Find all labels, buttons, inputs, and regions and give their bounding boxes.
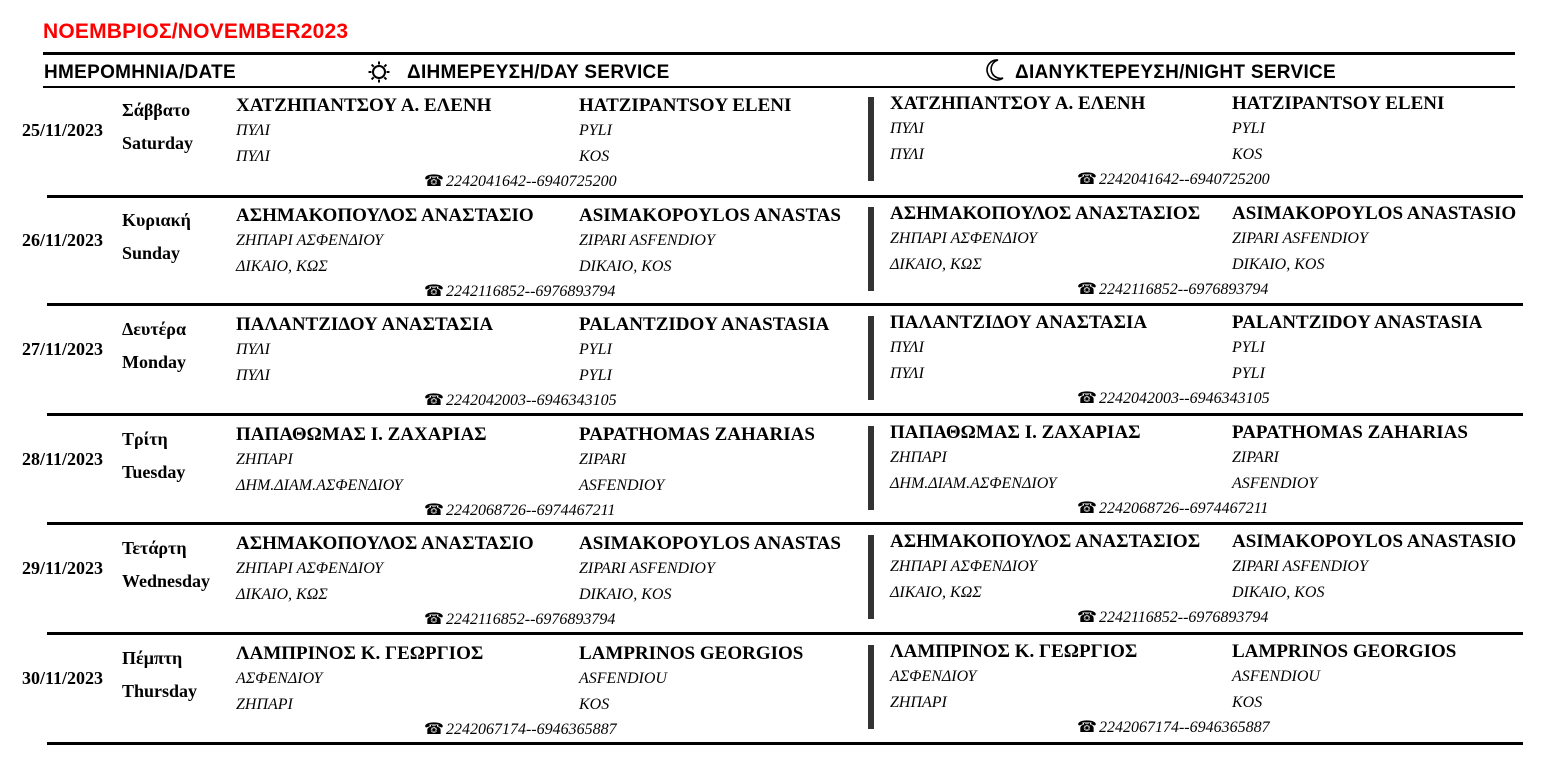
night-pharmacist-name-gr: ΠΑΠΑΘΩΜΑΣ Ι. ΖΑΧΑΡΙΑΣ [890,422,1141,443]
phone-icon: ☎ [424,392,444,409]
night-address-line2-en: DIKAIO, KOS [1232,256,1325,273]
day-phone-number: 2242067174--6946365887 [445,721,617,738]
night-address-line1-gr: ΖΗΠΑΡΙ [890,449,947,466]
schedule-row [0,533,1548,643]
row-date: 28/11/2023 [22,449,104,469]
night-pharmacist-name-gr: ΠΑΛΑΝΤΖΙΔΟΥ ΑΝΑΣΤΑΣΙΑ [890,312,1148,333]
day-address-line1-en: ZIPARI [579,451,626,468]
night-phone-number: 2242116852--6976893794 [1098,609,1269,626]
night-pharmacist-name-en: ASIMAKOPOYLOS ANASTASIO [1232,531,1517,552]
phone-icon: ☎ [1077,500,1097,517]
row-divider [47,195,1523,198]
night-address-line2-gr: ΖΗΠΑΡΙ [890,694,947,711]
row-weekday-gr: Πέμπτη [122,648,183,668]
row-weekday-gr: Τρίτη [122,429,168,449]
phone-icon: ☎ [424,502,444,519]
row-weekday-en: Saturday [122,133,194,153]
day-phone [424,500,615,520]
row-date: 29/11/2023 [22,558,104,578]
day-address-line2-gr: ΠΥΛΙ [236,148,270,165]
row-weekday-en: Thursday [122,681,198,701]
day-pharmacist-name-en: PAPATHOMAS ZAHARIAS [579,424,815,445]
night-phone [1077,388,1270,408]
page-title: ΝΟΕΜΒΡΙΟΣ/NOVEMBER2023 [43,20,349,43]
night-address-line1-gr: ΠΥΛΙ [890,339,924,356]
day-address-line2-en: KOS [579,148,610,165]
day-phone-number: 2242116852--6976893794 [445,283,616,300]
day-address-line1-gr: ΠΥΛΙ [236,122,270,139]
header-top-rule [43,52,1515,55]
night-address-line2-en: PYLI [1232,365,1265,382]
night-phone [1077,607,1268,627]
phone-icon: ☎ [424,611,444,628]
day-phone [424,281,615,301]
day-phone [424,719,617,739]
day-phone [424,390,617,410]
day-address-line2-en: DIKAIO, KOS [579,586,672,603]
night-phone [1077,279,1268,299]
header-day-service: ΔΙΗΜΕΡΕΥΣΗ/DAY SERVICE [407,62,670,83]
row-divider [47,413,1523,416]
row-date: 27/11/2023 [22,339,104,359]
night-address-line2-gr: ΠΥΛΙ [890,365,924,382]
night-address-line2-gr: ΔΙΚΑΙΟ, ΚΩΣ [890,584,982,601]
day-pharmacist-name-gr: ΑΣΗΜΑΚΟΠΟΥΛΟΣ ΑΝΑΣΤΑΣΙΟ [236,533,534,554]
column-separator [868,645,874,729]
night-phone-number: 2242067174--6946365887 [1098,719,1270,736]
day-address-line1-gr: ΖΗΠΑΡΙ ΑΣΦΕΝΔΙΟΥ [236,560,384,577]
night-phone-number: 2242041642--6940725200 [1098,171,1270,188]
night-pharmacist-name-gr: ΑΣΗΜΑΚΟΠΟΥΛΟΣ ΑΝΑΣΤΑΣΙΟΣ [890,203,1201,224]
day-pharmacist-name-en: PALANTZIDOY ANASTASIA [579,314,830,335]
night-address-line2-en: KOS [1232,694,1263,711]
phone-icon: ☎ [1077,390,1097,407]
row-divider [47,522,1523,525]
phone-icon: ☎ [424,721,444,738]
phone-icon: ☎ [1077,281,1097,298]
column-separator [868,535,874,619]
night-phone [1077,169,1270,189]
night-address-line1-en: ASFENDIOU [1232,668,1320,685]
day-pharmacist-name-gr: ΛΑΜΠΡΙΝΟΣ Κ. ΓΕΩΡΓΙΟΣ [236,643,484,664]
row-weekday-en: Sunday [122,243,181,263]
day-address-line1-gr: ΠΥΛΙ [236,341,270,358]
row-weekday-en: Wednesday [122,571,211,591]
night-address-line1-en: PYLI [1232,339,1265,356]
row-weekday-en: Monday [122,352,187,372]
day-address-line2-en: KOS [579,696,610,713]
header-bottom-rule [43,86,1515,88]
day-pharmacist-name-gr: ΑΣΗΜΑΚΟΠΟΥΛΟΣ ΑΝΑΣΤΑΣΙΟ [236,205,534,226]
phone-icon: ☎ [1077,609,1097,626]
night-phone [1077,717,1270,737]
schedule-row [0,95,1548,205]
day-pharmacist-name-gr: ΠΑΠΑΘΩΜΑΣ Ι. ΖΑΧΑΡΙΑΣ [236,424,487,445]
night-address-line1-gr: ΠΥΛΙ [890,120,924,137]
row-date: 25/11/2023 [22,120,104,140]
row-weekday-en: Tuesday [122,462,186,482]
column-separator [868,97,874,181]
moon-icon [984,58,1006,82]
night-phone-number: 2242042003--6946343105 [1098,390,1270,407]
row-weekday-gr: Δευτέρα [122,319,186,339]
night-phone-number: 2242068726--6974467211 [1098,500,1269,517]
column-separator [868,426,874,510]
night-address-line1-en: ZIPARI ASFENDIOY [1232,230,1368,247]
night-pharmacist-name-gr: ΑΣΗΜΑΚΟΠΟΥΛΟΣ ΑΝΑΣΤΑΣΙΟΣ [890,531,1201,552]
night-address-line2-en: ASFENDIOY [1232,475,1318,492]
day-phone [424,171,617,191]
sun-icon [368,61,390,83]
night-pharmacist-name-en: LAMPRINOS GEORGIOS [1232,641,1457,662]
row-weekday-gr: Τετάρτη [122,538,187,558]
header-date: ΗΜΕΡΟΜΗΝΙΑ/DATE [44,62,237,83]
night-address-line1-gr: ΑΣΦΕΝΔΙΟΥ [890,668,977,685]
day-address-line2-en: ASFENDIOY [579,477,665,494]
day-address-line2-gr: ΔΙΚΑΙΟ, ΚΩΣ [236,586,328,603]
schedule-row [0,314,1548,424]
night-address-line2-gr: ΠΥΛΙ [890,146,924,163]
day-pharmacist-name-gr: ΠΑΛΑΝΤΖΙΔΟΥ ΑΝΑΣΤΑΣΙΑ [236,314,494,335]
day-pharmacist-name-en: ASIMAKOPOYLOS ANASTAS [579,533,842,554]
night-pharmacist-name-gr: ΧΑΤΖΗΠΑΝΤΣΟΥ Α. ΕΛΕΝΗ [890,93,1146,114]
row-divider [47,742,1523,745]
day-pharmacist-name-en: ASIMAKOPOYLOS ANASTAS [579,205,842,226]
day-phone-number: 2242041642--6940725200 [445,173,617,190]
night-pharmacist-name-en: ASIMAKOPOYLOS ANASTASIO [1232,203,1517,224]
header-night-service: ΔΙΑΝΥΚΤΕΡΕΥΣΗ/NIGHT SERVICE [1015,62,1337,83]
day-address-line1-gr: ΖΗΠΑΡΙ ΑΣΦΕΝΔΙΟΥ [236,232,384,249]
phone-icon: ☎ [424,283,444,300]
night-pharmacist-name-en: HATZIPANTSOY ELENI [1232,93,1445,114]
night-phone [1077,498,1268,518]
row-divider [47,632,1523,635]
schedule-row [0,205,1548,315]
night-address-line1-en: ZIPARI ASFENDIOY [1232,558,1368,575]
day-address-line2-en: PYLI [579,367,612,384]
night-pharmacist-name-gr: ΛΑΜΠΡΙΝΟΣ Κ. ΓΕΩΡΓΙΟΣ [890,641,1138,662]
day-address-line2-en: DIKAIO, KOS [579,258,672,275]
row-date: 30/11/2023 [22,668,104,688]
day-phone-number: 2242042003--6946343105 [445,392,617,409]
phone-icon: ☎ [1077,719,1097,736]
night-pharmacist-name-en: PALANTZIDOY ANASTASIA [1232,312,1483,333]
day-address-line1-en: PYLI [579,122,612,139]
column-separator [868,316,874,400]
phone-icon: ☎ [1077,171,1097,188]
row-date: 26/11/2023 [22,230,104,250]
day-address-line1-en: ASFENDIOU [579,670,667,687]
column-separator [868,207,874,291]
day-address-line2-gr: ΔΗΜ.ΔΙΑΜ.ΑΣΦΕΝΔΙΟΥ [236,477,403,494]
schedule-row [0,424,1548,534]
day-address-line2-gr: ΖΗΠΑΡΙ [236,696,293,713]
night-address-line2-gr: ΔΙΚΑΙΟ, ΚΩΣ [890,256,982,273]
night-address-line1-en: ZIPARI [1232,449,1279,466]
day-address-line1-en: ZIPARI ASFENDIOY [579,560,715,577]
night-address-line2-gr: ΔΗΜ.ΔΙΑΜ.ΑΣΦΕΝΔΙΟΥ [890,475,1057,492]
day-address-line1-en: ZIPARI ASFENDIOY [579,232,715,249]
row-divider [47,303,1523,306]
row-weekday-gr: Κυριακή [122,210,191,230]
day-address-line2-gr: ΠΥΛΙ [236,367,270,384]
night-address-line1-gr: ΖΗΠΑΡΙ ΑΣΦΕΝΔΙΟΥ [890,230,1038,247]
day-phone [424,609,615,629]
night-address-line2-en: DIKAIO, KOS [1232,584,1325,601]
night-address-line1-en: PYLI [1232,120,1265,137]
day-address-line2-gr: ΔΙΚΑΙΟ, ΚΩΣ [236,258,328,275]
night-address-line1-gr: ΖΗΠΑΡΙ ΑΣΦΕΝΔΙΟΥ [890,558,1038,575]
day-phone-number: 2242068726--6974467211 [445,502,616,519]
day-pharmacist-name-gr: ΧΑΤΖΗΠΑΝΤΣΟΥ Α. ΕΛΕΝΗ [236,95,492,116]
day-address-line1-gr: ΑΣΦΕΝΔΙΟΥ [236,670,323,687]
night-pharmacist-name-en: PAPATHOMAS ZAHARIAS [1232,422,1468,443]
row-weekday-gr: Σάββατο [122,100,191,120]
day-pharmacist-name-en: HATZIPANTSOY ELENI [579,95,792,116]
day-address-line1-en: PYLI [579,341,612,358]
phone-icon: ☎ [424,173,444,190]
night-phone-number: 2242116852--6976893794 [1098,281,1269,298]
schedule-row [0,643,1548,753]
day-address-line1-gr: ΖΗΠΑΡΙ [236,451,293,468]
night-address-line2-en: KOS [1232,146,1263,163]
day-pharmacist-name-en: LAMPRINOS GEORGIOS [579,643,804,664]
day-phone-number: 2242116852--6976893794 [445,611,616,628]
